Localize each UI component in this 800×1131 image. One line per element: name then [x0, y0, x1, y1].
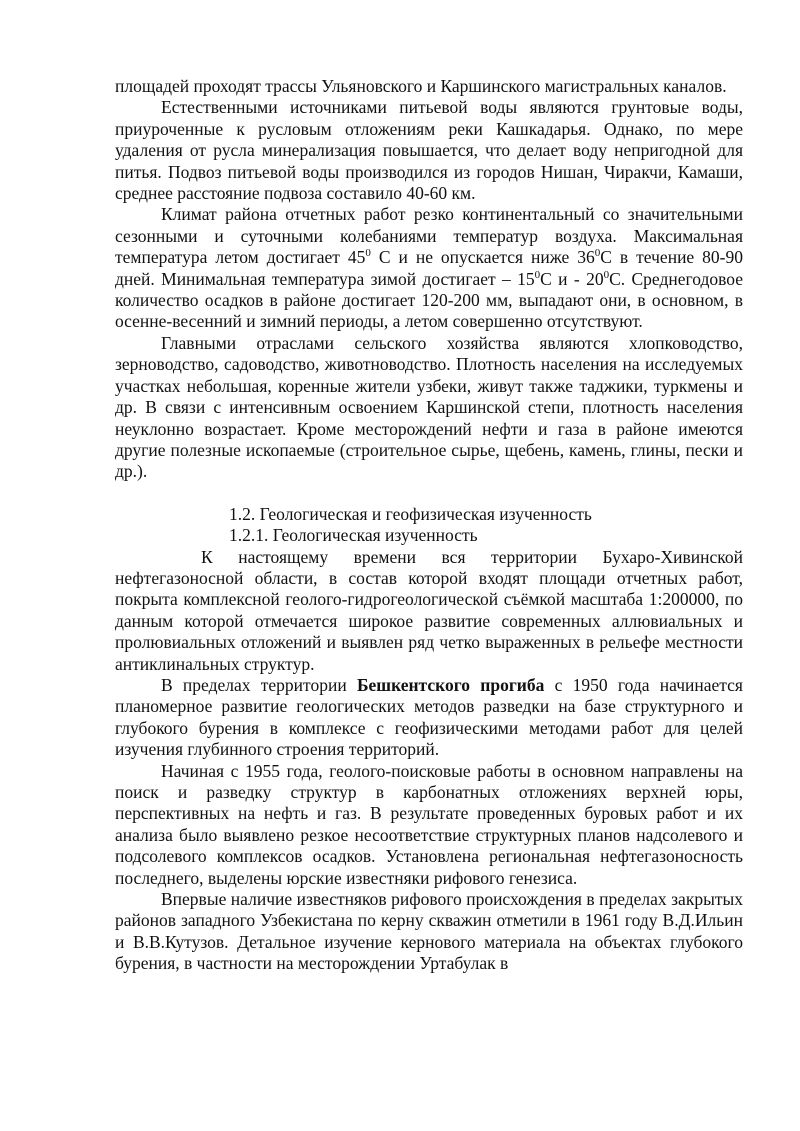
paragraph-geological-survey: К настоящему времени вся территории Бухаро-Хивинской нефтегазоносной области, в состав которой входят площади отчетных работ, покрыта комплексной геолого-гидрогеологической съёмкой масштаба 1:200000, по данным которой отмечается широкое развитие современных аллювиальных и пролювиальных отложений и выявлен ряд четко выраженных в рельефе местности антиклинальных структур.: [115, 546, 743, 674]
section-heading: 1.2. Геологическая и геофизическая изученность: [229, 503, 592, 524]
beshkent-text-a: В пределах территории: [161, 674, 357, 695]
paragraph-drinking-water: Естественными источниками питьевой воды являются грунтовые воды, приуроченные к русловым отложениям реки Кашкадарья. Однако, по мере удаления от русла минерализация повышается, что делает воду непригодной для питья. Подвоз питьевой воды производился из городов Нишан, Чиракчи, Камаши, среднее расстояние подвоза составило 40-60 км.: [115, 97, 743, 204]
blank-line: [115, 483, 743, 504]
degree-mark: 0: [534, 268, 541, 281]
paragraph-reef-limestones: Впервые наличие известняков рифового происхождения в пределах закрытых районов западного Узбекистана по керну скважин отметили в 1961 году В.Д.Ильин и В.В.Кутузов. Детальное изучение кернового материала на объектах глубокого бурения, в частности на месторождении Уртабулак в: [115, 889, 743, 974]
climate-text-a: Климат района отчетных работ резко континентальный со значительными сезонными и суточными колебаниями температур воздуха. Максимальная температура летом достигает 45: [115, 204, 743, 268]
document-page: [115, 76, 743, 975]
climate-text-e: С. Среднегодовое количество осадков в районе достигает 120-200 мм, выпадают они, в основном, в осенне-весенний и зимний периоды, а летом совершенно отсутствуют.: [115, 268, 744, 332]
paragraph-climate: [115, 204, 743, 332]
climate-text-c: С в течение 80-90 дней. Минимальная температура зимой достигает – 15: [115, 247, 743, 289]
degree-mark: 0: [594, 247, 601, 260]
subsection-heading: 1.2.1. Геологическая изученность: [229, 525, 478, 546]
climate-text-b: С и не опускается ниже 36: [370, 247, 595, 268]
paragraph-agriculture: Главными отраслами сельского хозяйства являются хлопководство, зерноводство, садоводство, животноводство. Плотность населения на исследуемых участках небольшая, коренные жители узбеки, живут также таджики, туркмены и др. В связи с интенсивным освоением Каршинской степи, плотность населения неуклонно возрастает. Кроме месторождений нефти и газа в районе имеются другие полезные ископаемые (строительное сырье, щебень, камень, глины, пески и др.).: [115, 332, 743, 482]
degree-mark: 0: [603, 268, 610, 281]
beshkent-bold-term: Бешкентского прогиба: [356, 674, 545, 695]
paragraph-beshkent-trough: [115, 675, 743, 761]
degree-mark: 0: [365, 247, 371, 260]
beshkent-text-b: с 1950 года начинается планомерное развитие геологических методов разведки на базе структурного и глубокого бурения в комплексе с геофизическими методами работ для целей изучения глубинного строения территорий.: [115, 674, 743, 760]
climate-text-d: С и - 20: [540, 268, 604, 289]
paragraph-exploration-1955: Начиная с 1955 года, геолого-поисковые работы в основном направлены на поиск и разведку структур в карбонатных отложениях верхней юры, перспективных на нефть и газ. В результате проведенных буровых работ и их анализа было выявлено резкое несоответствие структурных планов надсолевого и подсолевого комплексов осадков. Установлена региональная нефтегазоносность последнего, выделены юрские известняки рифового генезиса.: [115, 760, 743, 888]
paragraph-continuation: площадей проходят трассы Ульяновского и Каршинского магистральных каналов.: [115, 76, 727, 96]
